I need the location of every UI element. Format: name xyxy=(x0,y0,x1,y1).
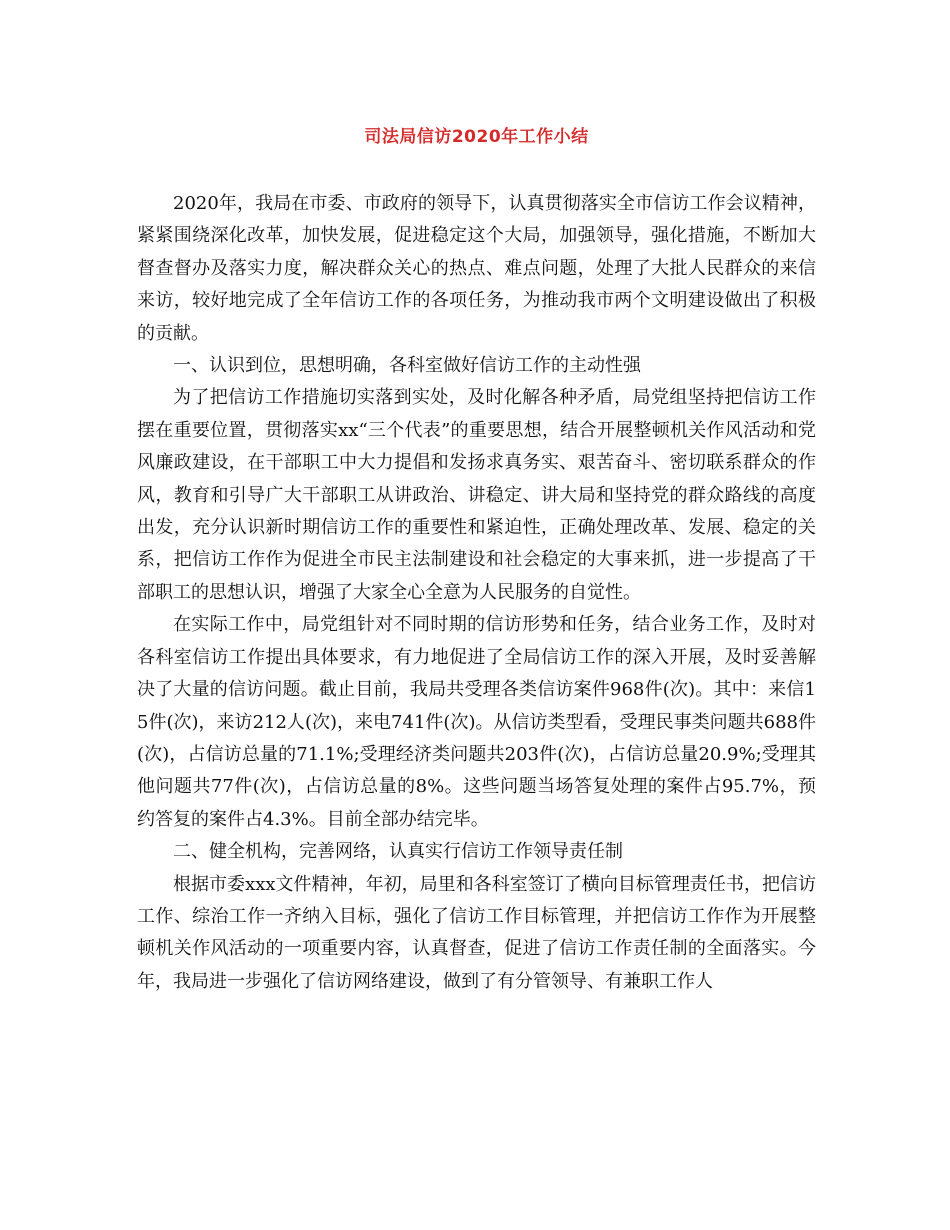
body-paragraph: 在实际工作中，局党组针对不同时期的信访形势和任务，结合业务工作，及时对各科室信访工作提出具体要求，有力地促进了全局信访工作的深入开展，及时妥善解决了大量的信访问题。截止目前，我局共受理各类信访案件968件(次)。其中：来信15件(次)，来访212人(次)，来电741件(次)。从信访类型看，受理民事类问题共688件(次)，占信访总量的71.1%;受理经济类问题共203件(次)，占信访总量20.9%;受理其他问题共77件(次)，占信访总量的8%。这些问题当场答复处理的案件占95.7%，预约答复的案件占4.3%。目前全部办结完毕。 xyxy=(137,614,816,830)
section-heading-2: 二、健全机构，完善网络，认真实行信访工作领导责任制 xyxy=(173,841,623,863)
document-title: 司法局信访2020年工作小结 xyxy=(364,127,589,147)
body-paragraph: 为了把信访工作措施切实落到实处，及时化解各种矛盾，局党组坚持把信访工作摆在重要位置，贯彻落实xx“三个代表”的重要思想，结合开展整顿机关作风活动和党风廉政建设，在干部职工中大力提倡和发扬求真务实、艰苦奋斗、密切联系群众的作风，教育和引导广大干部职工从讲政治、讲稳定、讲大局和坚持党的群众路线的高度出发，充分认识新时期信访工作的重要性和紧迫性，正确处理改革、发展、稳定的关系，把信访工作作为促进全市民主法制建设和社会稳定的大事来抓，进一步提高了干部职工的思想认识，增强了大家全心全意为人民服务的自觉性。 xyxy=(137,387,816,603)
body-paragraph: 根据市委xxx文件精神，年初，局里和各科室签订了横向目标管理责任书，把信访工作、综治工作一齐纳入目标，强化了信访工作目标管理，并把信访工作作为开展整顿机关作风活动的一项重要内容，认真督查，促进了信访工作责任制的全面落实。今年，我局进一步强化了信访网络建设，做到了有分管领导、有兼职工作人 xyxy=(137,873,816,992)
intro-paragraph: 2020年，我局在市委、市政府的领导下，认真贯彻落实全市信访工作会议精神，紧紧围绕深化改革，加快发展，促进稳定这个大局，加强领导，强化措施，不断加大督查督办及落实力度，解决群众关心的热点、难点问题，处理了大批人民群众的来信来访，较好地完成了全年信访工作的各项任务，为推动我市两个文明建设做出了积极的贡献。 xyxy=(137,193,816,344)
section-heading-1: 一、认识到位，思想明确，各科室做好信访工作的主动性强 xyxy=(173,355,641,377)
